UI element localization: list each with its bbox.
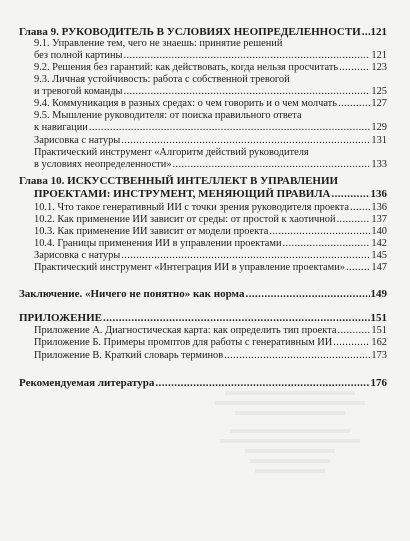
toc-item-line: 9.3. Личная устойчивость: работа с собственной тревогой — [34, 74, 290, 85]
page-number: 131 — [371, 135, 387, 146]
toc-conclusion[interactable] — [19, 288, 387, 300]
page-number: 140 — [371, 226, 387, 237]
leader-dots — [350, 202, 370, 214]
page-number: 176 — [370, 377, 387, 389]
item-title: Зарисовка с натуры — [34, 250, 121, 261]
leader-dots — [121, 135, 370, 147]
toc-chapter-10[interactable] — [34, 188, 387, 200]
page-number: 133 — [371, 159, 387, 170]
toc-appendix-a[interactable] — [34, 325, 387, 337]
leader-dots — [337, 325, 370, 337]
toc-item-9-2[interactable] — [34, 62, 387, 74]
literature-title: Рекомендуемая литература — [19, 377, 155, 389]
toc-item-10-4[interactable] — [34, 238, 387, 250]
leader-dots — [337, 214, 371, 226]
page-number: 129 — [371, 122, 387, 133]
leader-dots — [123, 86, 370, 98]
leader-dots — [89, 122, 371, 134]
item-title: 10.1. Что такое генеративный ИИ с точки зрения руководителя проекта — [34, 202, 349, 213]
page-number: 162 — [371, 337, 387, 348]
page-number: 142 — [371, 238, 387, 249]
leader-dots — [362, 26, 370, 38]
chapter-title-line: Глава 10. ИСКУССТВЕННЫЙ ИНТЕЛЛЕКТ В УПРАВЛЕНИИ — [19, 175, 339, 187]
item-title: 10.3. Как применение ИИ зависит от модели проекта — [34, 226, 269, 237]
conclusion-title: Заключение. «Ничего не понятно» как норма — [19, 288, 245, 300]
item-title: и тревогой команды — [34, 86, 123, 97]
toc-appendix-b[interactable] — [34, 337, 387, 349]
item-title: без полной картины — [34, 50, 123, 61]
show-through-texture — [215, 385, 365, 479]
toc-item-line: Практический инструмент «Алгоритм действий руководителя — [34, 147, 309, 158]
item-title: Приложение А. Диагностическая карта: как определить тип проекта — [34, 325, 337, 336]
toc-item-10-tool[interactable] — [34, 262, 387, 274]
toc-item-9-tool[interactable] — [34, 159, 387, 171]
item-title: Зарисовка с натуры — [34, 135, 121, 146]
page-number: 147 — [371, 262, 387, 273]
page-number: 125 — [371, 86, 387, 97]
item-title: Практический инструмент «Интеграция ИИ в управление проектами» — [34, 262, 345, 273]
leader-dots — [269, 226, 370, 238]
leader-dots — [245, 288, 369, 300]
page-number: 149 — [370, 288, 387, 300]
leader-dots — [333, 337, 370, 349]
toc-item-9-3[interactable] — [34, 86, 387, 98]
toc-item-9-4[interactable] — [34, 98, 387, 110]
toc-item-10-3[interactable] — [34, 226, 387, 238]
item-title: 10.4. Границы применения ИИ в управлении проектами — [34, 238, 282, 249]
toc-item-line: 9.5. Мышление руководителя: от поиска правильного ответа — [34, 110, 302, 121]
item-title: в условиях неопределенности» — [34, 159, 172, 170]
item-title: к навигации — [34, 122, 88, 133]
item-title: Приложение В. Краткий словарь терминов — [34, 350, 224, 361]
leader-dots — [346, 262, 370, 274]
leader-dots — [124, 50, 371, 62]
toc-item-line: 9.1. Управление тем, чего не знаешь: принятие решений — [34, 38, 283, 49]
page-number: 151 — [371, 325, 387, 336]
toc-chapter-9[interactable] — [19, 26, 387, 38]
toc-appendix-c[interactable] — [34, 350, 387, 362]
chapter-title: Глава 9. РУКОВОДИТЕЛЬ В УСЛОВИЯХ НЕОПРЕДЕЛЕННОСТИ — [19, 26, 361, 38]
page-number: 136 — [370, 188, 387, 200]
leader-dots — [103, 312, 370, 324]
item-title: Приложение Б. Примеры промптов для работы с генеративным ИИ — [34, 337, 333, 348]
toc-item-10-2[interactable] — [34, 214, 387, 226]
page-number: 123 — [371, 62, 387, 73]
appendix-title: ПРИЛОЖЕНИЕ — [19, 312, 102, 324]
leader-dots — [283, 238, 371, 250]
leader-dots — [339, 62, 370, 74]
page-number: 121 — [371, 50, 387, 61]
toc-item-10-sketch[interactable] — [34, 250, 387, 262]
leader-dots — [338, 98, 370, 110]
toc-item-9-5[interactable] — [34, 122, 387, 134]
page-number: 145 — [371, 250, 387, 261]
item-title: 10.2. Как применение ИИ зависит от среды: от простой к хаотичной — [34, 214, 336, 225]
toc-appendix[interactable] — [19, 312, 387, 324]
leader-dots — [121, 250, 370, 262]
chapter-title: ПРОЕКТАМИ: ИНСТРУМЕНТ, МЕНЯЮЩИЙ ПРАВИЛА — [34, 188, 331, 200]
item-title: 9.2. Решения без гарантий: как действовать, когда нельзя просчитать — [34, 62, 339, 73]
leader-dots — [173, 159, 371, 171]
leader-dots — [331, 188, 369, 200]
page-number: 127 — [371, 98, 387, 109]
item-title: 9.4. Коммуникация в разных средах: о чем говорить и о чем молчать — [34, 98, 337, 109]
leader-dots — [224, 350, 370, 362]
page-number: 121 — [370, 26, 387, 38]
toc-item-10-1[interactable] — [34, 202, 387, 214]
page-number: 137 — [371, 214, 387, 225]
toc-item-9-1[interactable] — [34, 50, 387, 62]
page-number: 136 — [371, 202, 387, 213]
page-number: 151 — [370, 312, 387, 324]
toc-item-9-sketch[interactable] — [34, 135, 387, 147]
page-number: 173 — [371, 350, 387, 361]
